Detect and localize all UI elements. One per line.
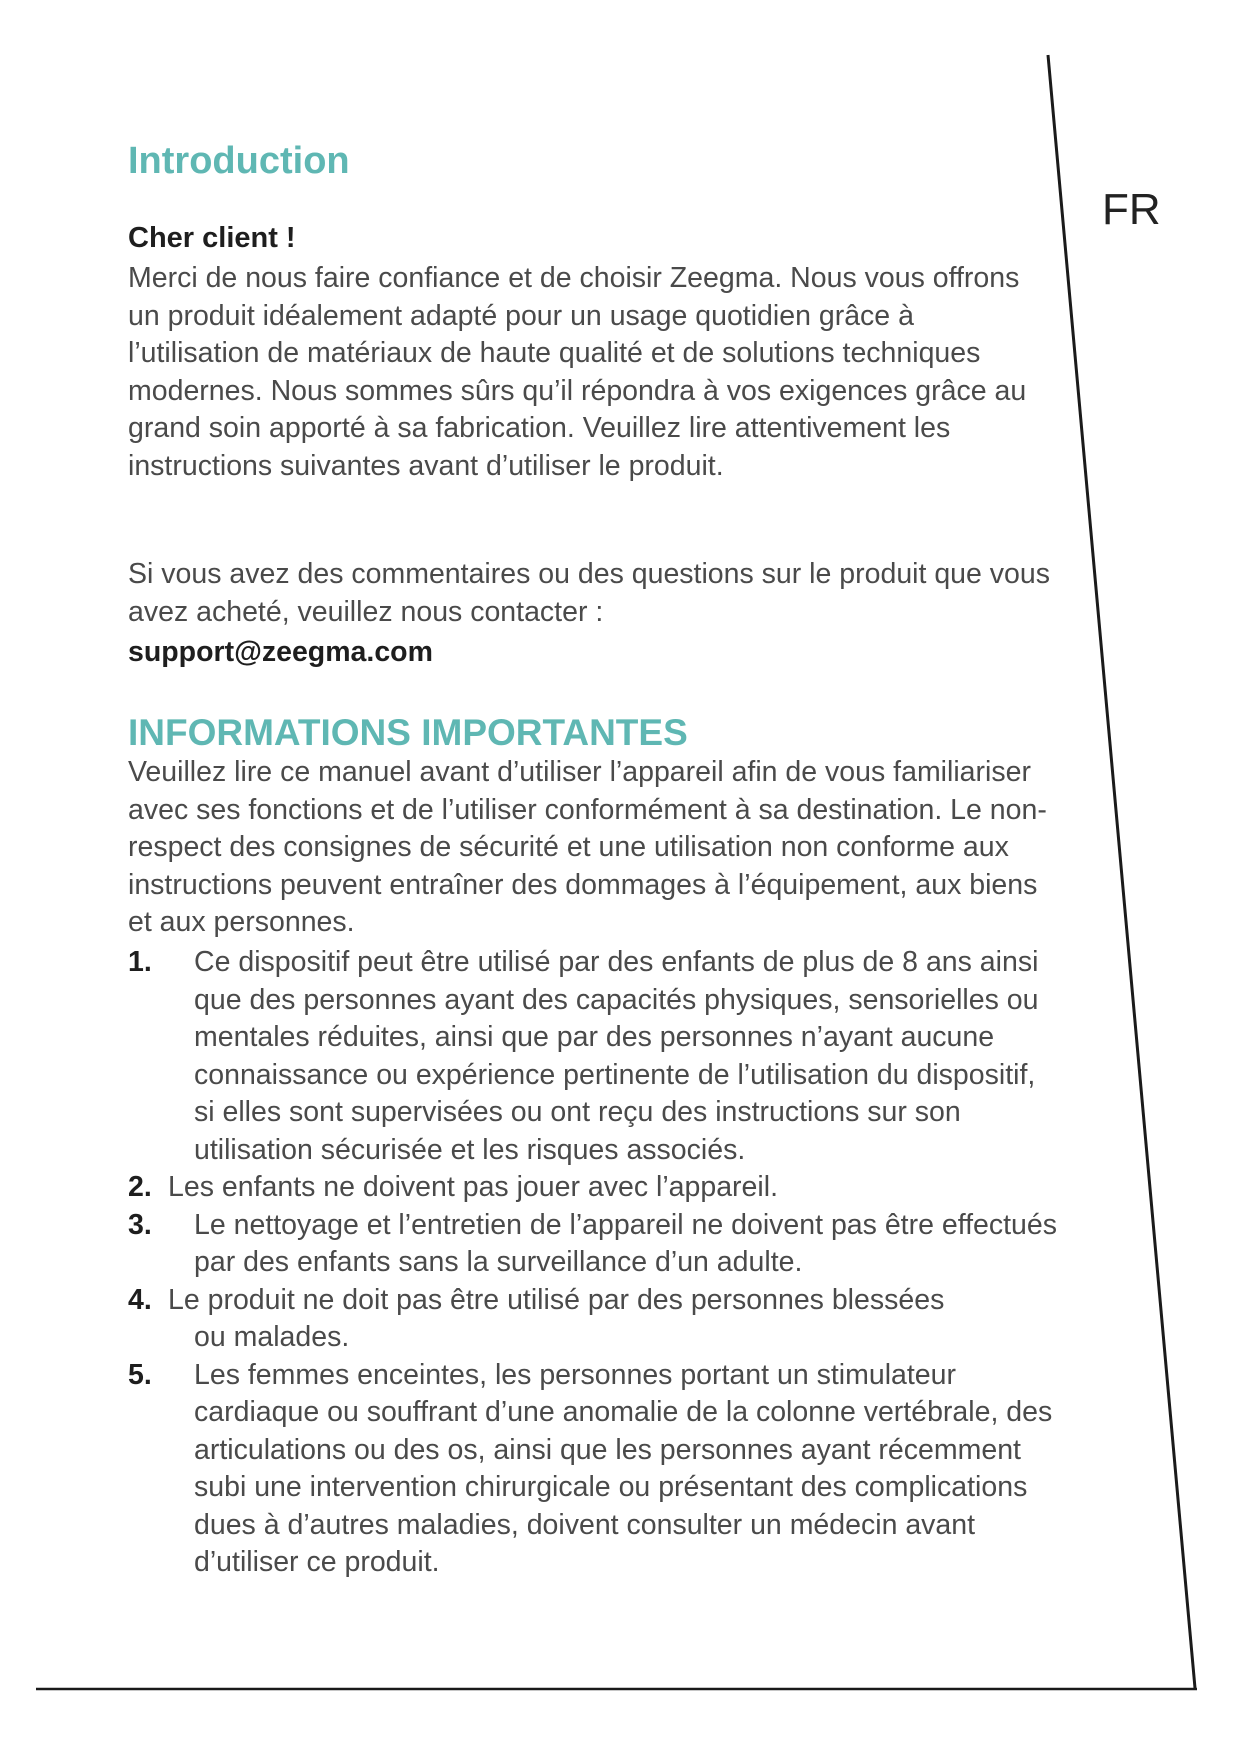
list-text: Les enfants ne doivent pas jouer avec l’appareil. <box>168 1171 778 1203</box>
contact-paragraph: Si vous avez des commentaires ou des questions sur le produit que vous avez acheté, veuillez nous contacter : <box>128 558 1051 628</box>
introduction-heading: Introduction <box>128 140 350 182</box>
list-number: 1. <box>128 946 152 978</box>
language-label: FR <box>1102 185 1161 234</box>
list-item <box>128 1282 1063 1357</box>
list-item <box>128 1207 1063 1282</box>
list-item <box>128 944 1063 1169</box>
list-text: Ce dispositif peut être utilisé par des enfants de plus de 8 ans ainsi que des personnes ayant des capacités physiques, sensorielles ou mentales réduites, ainsi que par des personnes n’ayant aucune connaissance ou expérience pertinente de l’utilisation du dispositif, si elles sont supervisées ou ont reçu des instructions sur son utilisation sécurisée et les risques associés. <box>194 946 1039 1166</box>
list-number: 5. <box>128 1358 152 1391</box>
safety-list <box>128 944 1063 1582</box>
list-item <box>128 1169 1063 1207</box>
greeting: Cher client ! <box>128 222 296 254</box>
list-number: 2. <box>128 1171 152 1203</box>
list-text-continuation: ou malades. <box>194 1321 350 1353</box>
list-item <box>128 1357 1063 1582</box>
important-info-paragraph: Veuillez lire ce manuel avant d’utiliser l’appareil afin de vous familiariser avec ses fonctions et de l’utiliser conformément à sa destination. Le non-respect des consignes de sécurité et une utilisation non conforme aux instructions peuvent entraîner des dommages à l’équipement, aux biens et aux personnes. <box>128 756 1047 938</box>
support-email-link[interactable]: support@zeegma.com <box>128 636 433 668</box>
list-text: Le produit ne doit pas être utilisé par des personnes blessées <box>168 1283 945 1316</box>
important-info-heading: INFORMATIONS IMPORTANTES <box>128 712 688 753</box>
list-text: Les femmes enceintes, les personnes portant un stimulateur cardiaque ou souffrant d’une anomalie de la colonne vertébrale, des articulations ou des os, ainsi que les personnes ayant récemment subi une intervention chirurgicale ou présentant des complications dues à d’autres maladies, doivent consulter un médecin avant d’utiliser ce produit. <box>194 1358 1053 1578</box>
list-text: Le nettoyage et l’entretien de l’appareil ne doivent pas être effectués par des enfants sans la surveillance d’un adulte. <box>194 1208 1057 1278</box>
list-number: 3. <box>128 1208 152 1241</box>
intro-paragraph: Merci de nous faire confiance et de choisir Zeegma. Nous vous offrons un produit idéalement adapté pour un usage quotidien grâce à l’utilisation de matériaux de haute qualité et de solutions techniques modernes. Nous sommes sûrs qu’il répondra à vos exigences grâce au grand soin apporté à sa fabrication. Veuillez lire attentivement les instructions suivantes avant d’utiliser le produit. <box>128 262 1027 482</box>
list-number: 4. <box>128 1283 152 1316</box>
diagonal-edge-line <box>1048 55 1195 1688</box>
